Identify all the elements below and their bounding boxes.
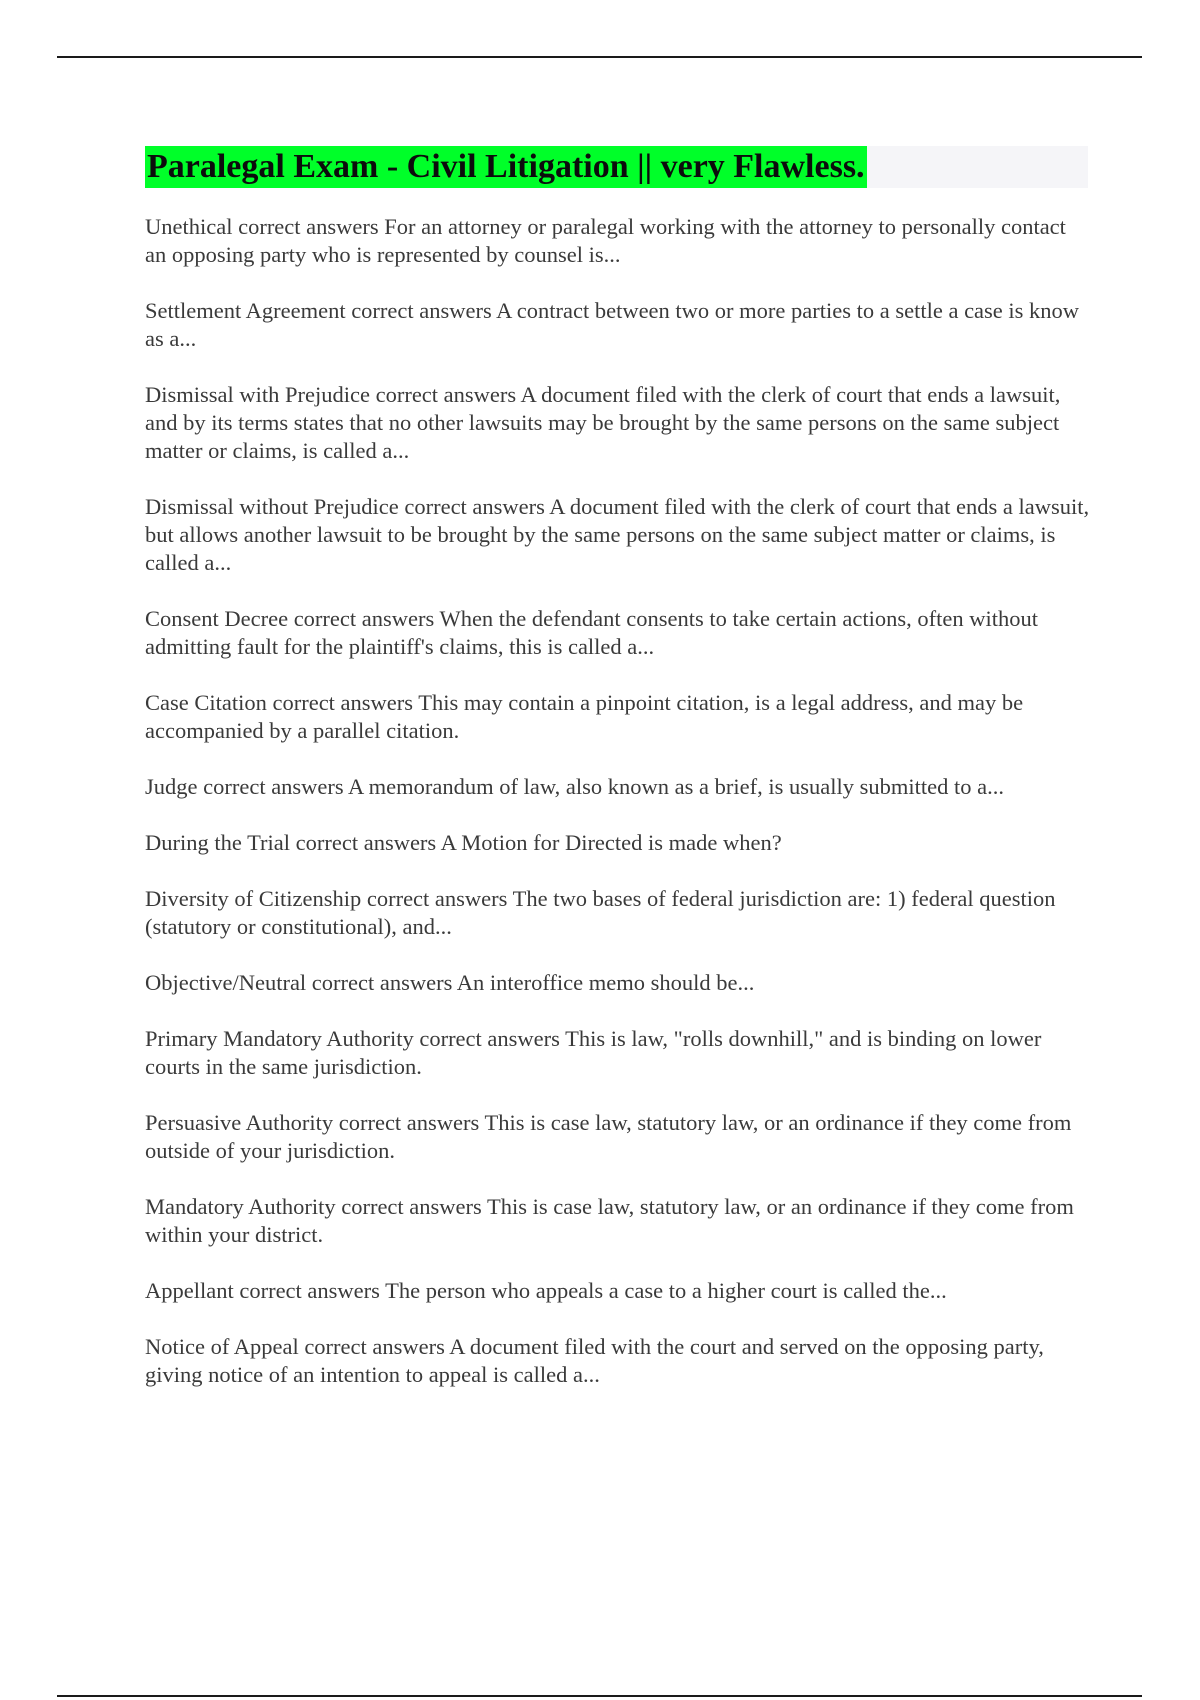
qa-item: Appellant correct answers The person who appeals a case to a higher court is called the... [145,1278,947,1303]
qa-list [145,213,1090,1417]
qa-item: Settlement Agreement correct answers A contract between two or more parties to a settle a case is know as a... [145,298,1080,351]
qa-item: Dismissal without Prejudice correct answers A document filed with the clerk of court that ends a lawsuit, but allows another lawsuit to be brought by the same persons on the same subject matter or claims, is called a... [145,494,1090,575]
qa-item: Unethical correct answers For an attorney or paralegal working with the attorney to personally contact an opposing party who is represented by counsel is... [145,214,1066,267]
qa-item: Persuasive Authority correct answers This is case law, statutory law, or an ordinance if they come from outside of your jurisdiction. [145,1110,1072,1163]
qa-item: Notice of Appeal correct answers A document filed with the court and served on the opposing party, giving notice of an intention to appeal is called a... [145,1334,1044,1387]
top-rule [57,56,1142,58]
qa-item: Judge correct answers A memorandum of law, also known as a brief, is usually submitted to a... [145,774,1004,799]
qa-item: Dismissal with Prejudice correct answers A document filed with the clerk of court that ends a lawsuit, and by its terms states that no other lawsuits may be brought by the same persons on the same subject matter or claims, is called a... [145,382,1061,463]
qa-item: Diversity of Citizenship correct answers The two bases of federal jurisdiction are: 1) federal question (statutory or constitutional), and... [145,886,1056,939]
qa-item: Case Citation correct answers This may contain a pinpoint citation, is a legal address, and may be accompanied by a parallel citation. [145,690,1024,743]
qa-item: Mandatory Authority correct answers This is case law, statutory law, or an ordinance if they come from within your district. [145,1194,1074,1247]
qa-item: Consent Decree correct answers When the defendant consents to take certain actions, often without admitting fault for the plaintiff's claims, this is called a... [145,606,1039,659]
bottom-rule [57,1695,1142,1697]
qa-item: Primary Mandatory Authority correct answers This is law, "rolls downhill," and is binding on lower courts in the same jurisdiction. [145,1026,1042,1079]
qa-item: Objective/Neutral correct answers An interoffice memo should be... [145,970,755,995]
qa-item: During the Trial correct answers A Motion for Directed is made when? [145,830,782,855]
page-title: Paralegal Exam - Civil Litigation || very Flawless. [145,146,867,188]
